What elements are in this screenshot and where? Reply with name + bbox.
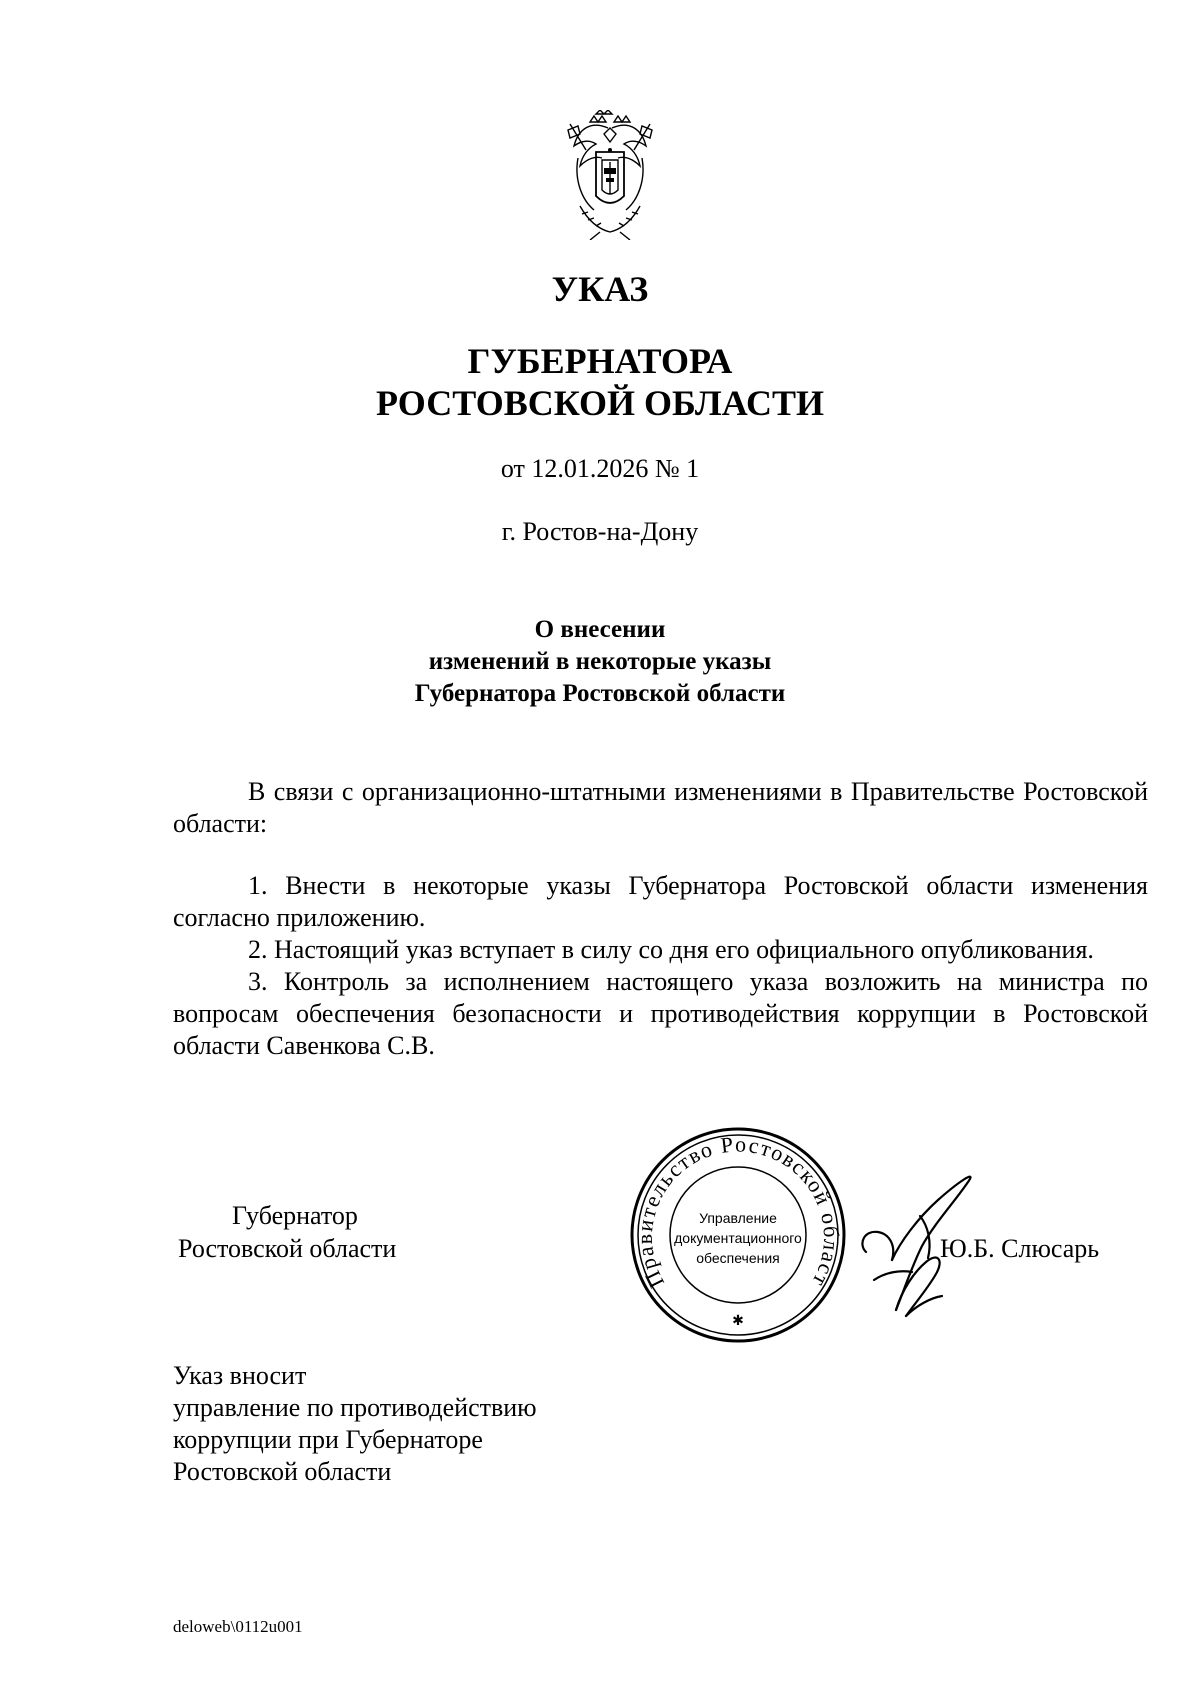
document-city: г. Ростов-на-Дону <box>501 517 699 546</box>
author-line4: Ростовской области <box>173 1457 392 1486</box>
signatory-name: Ю.Б. Слюсарь <box>940 1234 1100 1263</box>
document-subtitle-line1: ГУБЕРНАТОРА <box>467 341 733 381</box>
subject-line2: изменений в некоторые указы <box>428 648 772 675</box>
document-subtitle-line2: РОСТОВСКОЙ ОБЛАСТИ <box>376 383 824 423</box>
stamp-outer-text: Правительство Ростовской област <box>631 1131 845 1293</box>
author-line3: коррупции при Губернаторе <box>173 1425 483 1454</box>
author-line2: управление по противодействию <box>173 1393 537 1422</box>
author-line1: Указ вносит <box>173 1361 307 1390</box>
coat-of-arms-icon <box>560 110 660 240</box>
document-date-number: от 12.01.2026 № 1 <box>500 454 700 483</box>
svg-text:Правительство Ростовской облас <box>628 1125 844 1292</box>
official-stamp <box>628 1125 848 1345</box>
stamp-inner-line3: обеспечения <box>696 1250 780 1266</box>
signatory-position-line2: Ростовской области <box>178 1234 397 1263</box>
subject-line1: О внесении <box>534 616 666 643</box>
body-intro: В связи с организационно-штатными изменениями в Правительстве Ростовской области: <box>173 777 1148 838</box>
document-title: УКАЗ <box>551 269 649 309</box>
stamp-inner-line2: документационного <box>674 1230 802 1246</box>
body-item-1: 1. Внести в некоторые указы Губернатора Ростовской области изменения согласно приложению. <box>173 871 1148 932</box>
svg-text:✱: ✱ <box>732 1313 744 1329</box>
body-item-3: 3. Контроль за исполнением настоящего указа возложить на министра по вопросам обеспечения безопасности и противодействия коррупции в Ростовской области Савенкова С.В. <box>173 967 1148 1060</box>
document-body <box>173 776 1148 1062</box>
stamp-inner-line1: Управление <box>699 1210 777 1226</box>
body-item-2: 2. Настоящий указ вступает в силу со дня его официального опубликования. <box>248 935 1094 964</box>
signatory-position-line1: Губернатор <box>232 1201 358 1230</box>
document-code: deloweb\0112u001 <box>173 1617 303 1636</box>
subject-line3: Губернатора Ростовской области <box>414 680 786 707</box>
